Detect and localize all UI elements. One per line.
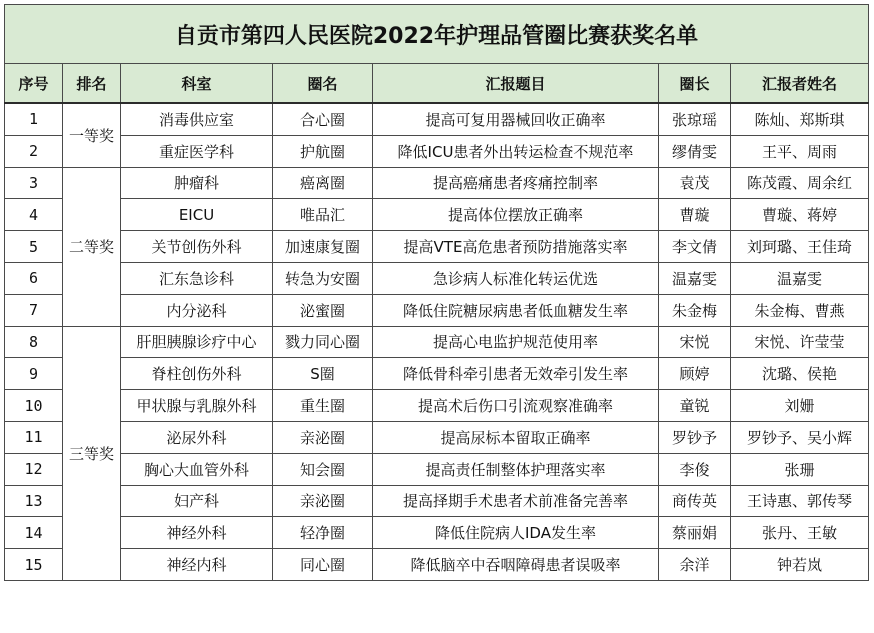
row-reporter: 沈璐、侯艳 [731, 358, 869, 390]
row-topic: 降低ICU患者外出转运检查不规范率 [373, 135, 659, 167]
row-circle: 轻净圈 [273, 517, 373, 549]
row-circle: 知会圈 [273, 453, 373, 485]
row-topic: 提高术后伤口引流观察准确率 [373, 390, 659, 422]
row-dept: 神经外科 [121, 517, 273, 549]
row-topic: 提高VTE高危患者预防措施落实率 [373, 231, 659, 263]
row-dept: 脊柱创伤外科 [121, 358, 273, 390]
table-row [5, 199, 869, 231]
row-topic: 降低住院病人IDA发生率 [373, 517, 659, 549]
row-leader: 童锐 [659, 390, 731, 422]
table-row [5, 549, 869, 581]
row-circle: 亲泌圈 [273, 421, 373, 453]
row-circle: 转急为安圈 [273, 262, 373, 294]
row-no: 14 [5, 517, 63, 549]
row-reporter: 钟若岚 [731, 549, 869, 581]
row-no: 7 [5, 294, 63, 326]
header-no: 序号 [5, 64, 63, 104]
row-leader: 张琼瑶 [659, 103, 731, 135]
row-circle: 同心圈 [273, 549, 373, 581]
row-dept: 神经内科 [121, 549, 273, 581]
table-title: 自贡市第四人民医院2022年护理品管圈比赛获奖名单 [5, 5, 869, 64]
row-leader: 余洋 [659, 549, 731, 581]
row-topic: 降低骨科牵引患者无效牵引发生率 [373, 358, 659, 390]
row-dept: 关节创伤外科 [121, 231, 273, 263]
table-row [5, 294, 869, 326]
award-table [4, 4, 869, 581]
table-row [5, 517, 869, 549]
row-topic: 提高尿标本留取正确率 [373, 421, 659, 453]
row-topic: 提高体位摆放正确率 [373, 199, 659, 231]
row-leader: 蔡丽娟 [659, 517, 731, 549]
row-reporter: 陈茂霞、周余红 [731, 167, 869, 199]
row-dept: EICU [121, 199, 273, 231]
row-leader: 朱金梅 [659, 294, 731, 326]
row-reporter: 罗钞予、吴小辉 [731, 421, 869, 453]
row-dept: 甲状腺与乳腺外科 [121, 390, 273, 422]
row-leader: 罗钞予 [659, 421, 731, 453]
row-reporter: 朱金梅、曹燕 [731, 294, 869, 326]
rank-second-prize: 二等奖 [63, 167, 121, 326]
row-circle: 重生圈 [273, 390, 373, 422]
row-dept: 内分泌科 [121, 294, 273, 326]
row-no: 11 [5, 421, 63, 453]
row-leader: 温嘉雯 [659, 262, 731, 294]
row-topic: 提高心电监护规范使用率 [373, 326, 659, 358]
row-dept: 胸心大血管外科 [121, 453, 273, 485]
table-row [5, 453, 869, 485]
row-topic: 急诊病人标准化转运优选 [373, 262, 659, 294]
row-reporter: 王平、周雨 [731, 135, 869, 167]
table-row [5, 358, 869, 390]
row-circle: 泌蜜圈 [273, 294, 373, 326]
header-circle: 圈名 [273, 64, 373, 104]
header-topic: 汇报题目 [373, 64, 659, 104]
row-dept: 泌尿外科 [121, 421, 273, 453]
row-dept: 重症医学科 [121, 135, 273, 167]
row-topic: 降低住院糖尿病患者低血糖发生率 [373, 294, 659, 326]
award-list-sheet [4, 4, 868, 628]
table-row [5, 103, 869, 135]
row-circle: 戮力同心圈 [273, 326, 373, 358]
row-circle: S圈 [273, 358, 373, 390]
row-reporter: 张丹、王敏 [731, 517, 869, 549]
row-circle: 护航圈 [273, 135, 373, 167]
row-no: 1 [5, 103, 63, 135]
table-row [5, 390, 869, 422]
row-topic: 提高择期手术患者术前准备完善率 [373, 485, 659, 517]
row-dept: 肝胆胰腺诊疗中心 [121, 326, 273, 358]
row-reporter: 陈灿、郑斯琪 [731, 103, 869, 135]
row-leader: 曹璇 [659, 199, 731, 231]
row-no: 9 [5, 358, 63, 390]
row-topic: 提高癌痛患者疼痛控制率 [373, 167, 659, 199]
row-no: 6 [5, 262, 63, 294]
row-dept: 消毒供应室 [121, 103, 273, 135]
row-reporter: 刘珂璐、王佳琦 [731, 231, 869, 263]
row-reporter: 宋悦、许莹莹 [731, 326, 869, 358]
table-row [5, 167, 869, 199]
table-row [5, 231, 869, 263]
row-circle: 合心圈 [273, 103, 373, 135]
row-leader: 缪倩雯 [659, 135, 731, 167]
row-no: 15 [5, 549, 63, 581]
row-leader: 宋悦 [659, 326, 731, 358]
table-row [5, 326, 869, 358]
row-topic: 提高可复用器械回收正确率 [373, 103, 659, 135]
row-circle: 加速康复圈 [273, 231, 373, 263]
row-no: 8 [5, 326, 63, 358]
row-reporter: 曹璇、蒋婷 [731, 199, 869, 231]
row-no: 3 [5, 167, 63, 199]
table-row [5, 262, 869, 294]
header-dept: 科室 [121, 64, 273, 104]
row-leader: 袁茂 [659, 167, 731, 199]
row-reporter: 刘姗 [731, 390, 869, 422]
header-row [5, 64, 869, 104]
row-no: 2 [5, 135, 63, 167]
row-no: 13 [5, 485, 63, 517]
row-circle: 唯品汇 [273, 199, 373, 231]
row-leader: 李文倩 [659, 231, 731, 263]
table-row [5, 135, 869, 167]
row-leader: 商传英 [659, 485, 731, 517]
header-rank: 排名 [63, 64, 121, 104]
row-circle: 亲泌圈 [273, 485, 373, 517]
row-no: 4 [5, 199, 63, 231]
row-dept: 汇东急诊科 [121, 262, 273, 294]
rank-third-prize: 三等奖 [63, 326, 121, 580]
row-dept: 肿瘤科 [121, 167, 273, 199]
header-reporter: 汇报者姓名 [731, 64, 869, 104]
table-row [5, 485, 869, 517]
row-topic: 提高责任制整体护理落实率 [373, 453, 659, 485]
row-reporter: 张珊 [731, 453, 869, 485]
row-no: 12 [5, 453, 63, 485]
row-reporter: 温嘉雯 [731, 262, 869, 294]
row-no: 5 [5, 231, 63, 263]
rank-first-prize: 一等奖 [63, 103, 121, 167]
row-circle: 癌离圈 [273, 167, 373, 199]
row-dept: 妇产科 [121, 485, 273, 517]
table-row [5, 421, 869, 453]
row-no: 10 [5, 390, 63, 422]
row-leader: 李俊 [659, 453, 731, 485]
header-leader: 圈长 [659, 64, 731, 104]
row-reporter: 王诗惠、郭传琴 [731, 485, 869, 517]
row-topic: 降低脑卒中吞咽障碍患者误吸率 [373, 549, 659, 581]
row-leader: 顾婷 [659, 358, 731, 390]
